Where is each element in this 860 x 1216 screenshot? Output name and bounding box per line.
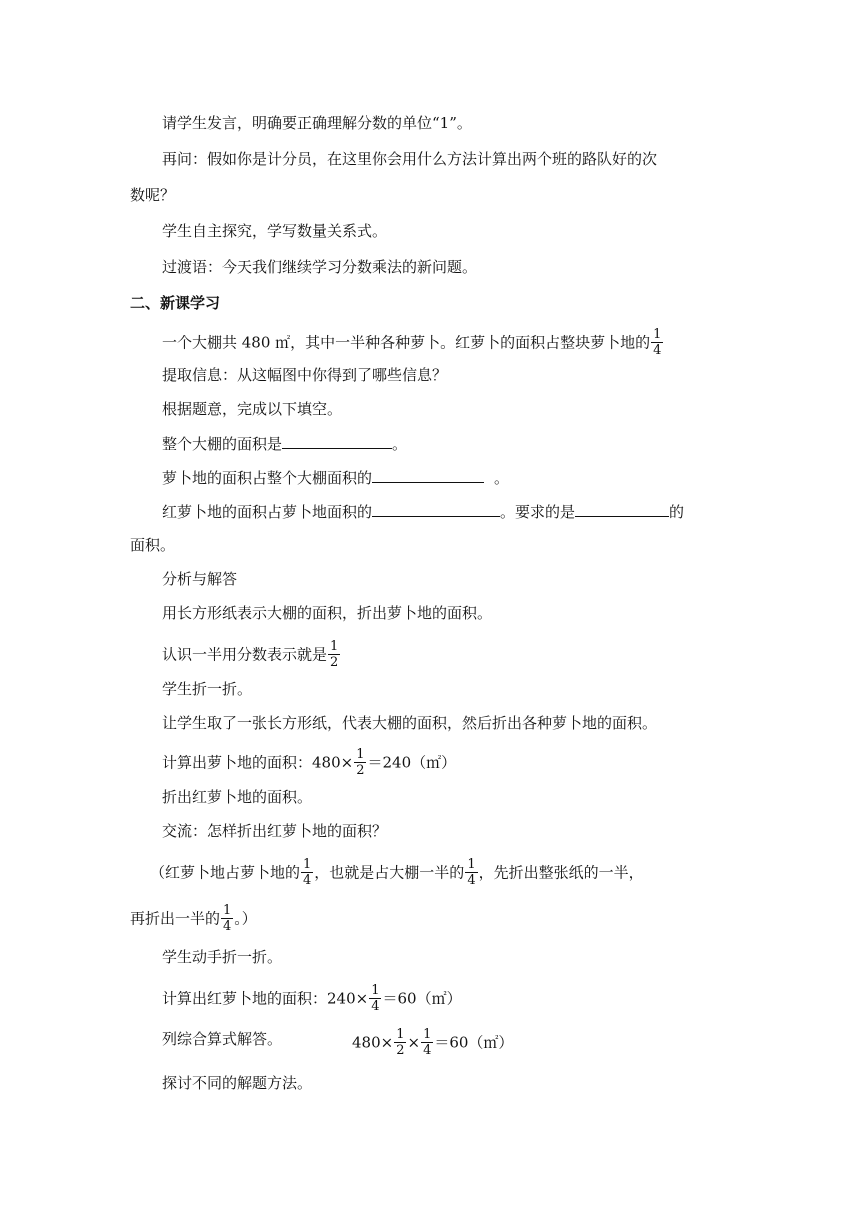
text-line	[162, 946, 282, 968]
paragraph-text: 用长方形纸表示大棚的面积，折出萝卜地的面积。	[162, 604, 493, 622]
fraction-denominator: 4	[371, 999, 380, 1014]
text-line	[162, 432, 407, 454]
paragraph-text: 萝卜地的面积占整个大棚面积的	[162, 469, 373, 487]
paragraph-text: 计算出萝卜地的面积：480×	[162, 753, 354, 772]
text-line	[162, 220, 387, 242]
paragraph-text: 一个大棚共 480 ㎡，其中一半种各种萝卜。红萝卜的面积占整块萝卜地的	[162, 333, 651, 352]
text-line	[162, 398, 342, 420]
paragraph-text: 认识一半用分数表示就是	[162, 645, 328, 664]
paragraph-text: 再问：假如你是计分员，在这里你会用什么方法计算出两个班的路队好的次	[162, 150, 658, 168]
paragraph-text: ，先折出整张纸的一半，	[478, 863, 644, 882]
paragraph-text: ＝60（㎡）	[382, 989, 462, 1008]
fraction	[328, 639, 340, 670]
paragraph-text: 红萝卜地的面积占萝卜地面积的	[162, 503, 373, 521]
text-line	[162, 1028, 282, 1050]
text-line	[130, 534, 175, 556]
paragraph-text: 请学生发言，明确要正确理解分数的单位“1”。	[162, 114, 472, 132]
text-line	[162, 712, 657, 734]
paragraph-text: 过渡语：今天我们继续学习分数乘法的新问题。	[162, 258, 478, 276]
section-heading	[130, 292, 220, 314]
fraction	[651, 327, 663, 358]
fraction-denominator: 2	[330, 655, 339, 670]
paragraph-text: ＝240（㎡）	[367, 753, 457, 772]
fraction-numerator: 1	[423, 1027, 432, 1042]
text-line	[162, 747, 457, 778]
text-line	[162, 983, 462, 1014]
fraction-numerator: 1	[356, 747, 365, 762]
paragraph-text: 整个大棚的面积是	[162, 435, 283, 453]
text-line	[162, 786, 312, 808]
formula-line	[352, 1027, 514, 1058]
fraction	[301, 857, 313, 888]
paragraph-text: 。）	[234, 909, 257, 928]
paragraph-text: 。要求的是	[500, 503, 576, 521]
fraction	[394, 1027, 406, 1058]
fill-blank[interactable]	[372, 500, 500, 517]
formula-text: ＝60（㎡）	[434, 1033, 514, 1052]
fraction-denominator: 4	[223, 919, 232, 934]
fraction-numerator: 1	[330, 639, 339, 654]
fraction-denominator: 2	[356, 763, 365, 778]
heading-text: 二、新课学习	[130, 294, 221, 312]
text-line	[162, 820, 387, 842]
text-line	[162, 256, 477, 278]
fraction-numerator: 1	[371, 983, 380, 998]
text-line	[162, 466, 509, 488]
fraction-numerator: 1	[467, 857, 476, 872]
fraction-numerator: 1	[303, 857, 312, 872]
text-line	[162, 327, 664, 358]
fraction	[369, 983, 381, 1014]
paragraph-text: 列综合算式解答。	[162, 1030, 283, 1048]
paragraph-text: 折出红萝卜地的面积。	[162, 788, 313, 806]
paragraph-text: 学生自主探究，学写数量关系式。	[162, 222, 388, 240]
paragraph-text: ，也就是占大棚一半的	[314, 863, 465, 882]
fill-blank[interactable]	[372, 466, 484, 483]
paragraph-text: 根据题意，完成以下填空。	[162, 400, 343, 418]
fraction-numerator: 1	[223, 903, 232, 918]
text-line	[130, 903, 257, 934]
text-line	[162, 148, 657, 170]
paragraph-text: 数呢？	[130, 186, 176, 204]
text-line	[162, 364, 447, 386]
fraction-numerator: 1	[653, 327, 662, 342]
paragraph-text: 。	[494, 469, 510, 487]
paragraph-text: （红萝卜地占萝卜地的	[150, 863, 301, 882]
paragraph-text: 学生折一折。	[162, 680, 253, 698]
paragraph-text: 计算出红萝卜地的面积：240×	[162, 989, 369, 1008]
paragraph-text: 的	[669, 503, 685, 521]
fraction-denominator: 4	[653, 343, 662, 358]
text-line	[162, 500, 684, 522]
paragraph-text: 面积。	[130, 536, 176, 554]
text-line	[162, 112, 472, 134]
formula-text: 480×	[352, 1033, 394, 1052]
fill-blank[interactable]	[282, 432, 392, 449]
paragraph-text: 探讨不同的解题方法。	[162, 1074, 313, 1092]
paragraph-text: 交流：怎样折出红萝卜地的面积？	[162, 822, 388, 840]
text-line	[150, 857, 644, 888]
fraction	[421, 1027, 433, 1058]
fraction	[465, 857, 477, 888]
paragraph-text: 让学生取了一张长方形纸，代表大棚的面积，然后折出各种萝卜地的面积。	[162, 714, 658, 732]
text-line	[162, 568, 237, 590]
text-line	[162, 639, 341, 670]
fraction-denominator: 4	[423, 1043, 432, 1058]
text-line	[162, 1072, 312, 1094]
fraction-denominator: 4	[303, 873, 312, 888]
fraction-numerator: 1	[396, 1027, 405, 1042]
paragraph-text: 分析与解答	[162, 570, 238, 588]
paragraph-text: 提取信息：从这幅图中你得到了哪些信息？	[162, 366, 448, 384]
paragraph-text: 。	[392, 435, 408, 453]
fraction-denominator: 2	[396, 1043, 405, 1058]
fill-blank[interactable]	[575, 500, 669, 517]
fraction	[354, 747, 366, 778]
text-line	[130, 184, 175, 206]
text-line	[162, 678, 252, 700]
fraction	[221, 903, 233, 934]
text-line	[162, 602, 492, 624]
paragraph-text: 学生动手折一折。	[162, 948, 283, 966]
fraction-denominator: 4	[467, 873, 476, 888]
formula-text: ×	[407, 1033, 421, 1052]
paragraph-text: 再折出一半的	[130, 909, 221, 928]
